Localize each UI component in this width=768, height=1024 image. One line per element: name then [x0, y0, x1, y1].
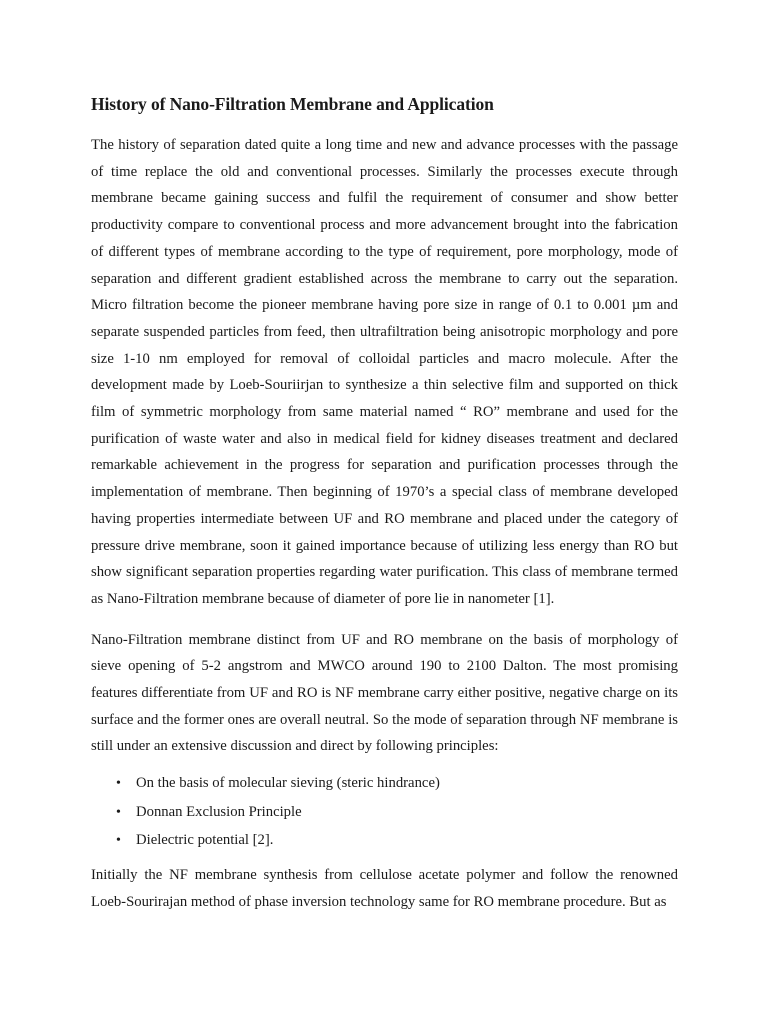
bullet-icon: • [116, 804, 121, 820]
list-item [91, 831, 678, 850]
bullet-icon: • [116, 833, 121, 849]
principles-list [91, 774, 678, 850]
list-item [91, 774, 678, 793]
paragraph-synthesis: Initially the NF membrane synthesis from cellulose acetate polymer and follow the renowned Loeb-Sourirajan method of phase inversion technology same for RO membrane procedure. But as [91, 867, 678, 910]
bullet-icon: • [116, 776, 121, 792]
document-page [91, 88, 678, 930]
list-item-text: Donnan Exclusion Principle [136, 803, 302, 820]
paragraph-nf-distinction: Nano-Filtration membrane distinct from UF and RO membrane on the basis of morphology of sieve opening of 5-2 angstrom and MWCO around 190 to 2100 Dalton. The most promising features differentiate from UF and RO is NF membrane carry either positive, negative charge on its surface and the former ones are overall neutral. So the mode of separation through NF membrane is still under an extensive discussion and direct by following principles: [91, 631, 678, 755]
paragraph-history: The history of separation dated quite a long time and new and advance processes with the passage of time replace the old and conventional processes. Similarly the processes execute through membrane became gaining success and fulfil the requirement of consumer and show better productivity compare to conventional process and more advancement brought into the fabrication of different types of membrane according to the type of requirement, pore morphology, mode of separation and different gradient established across the membrane to carry out the separation. Micro filtration become the pioneer membrane having pore size in range of 0.1 to 0.001 µm and separate suspended particles from feed, then ultrafiltration being anisotropic morphology and pore size 1-10 nm employed for removal of colloidal particles and macro molecule. After the development made by Loeb-Souriirjan to synthesize a thin selective film and supported on thick film of symmetric morphology from same material named “ RO” membrane and used for the purification of waste water and also in medical field for kidney diseases treatment and declared remarkable achievement in the progress for separation and purification processes through the implementation of membrane. Then beginning of 1970’s a special class of membrane developed having properties intermediate between UF and RO membrane and placed under the category of pressure drive membrane, soon it gained importance because of utilizing less energy than RO but show significant separation properties regarding water purification. This class of membrane termed as Nano-Filtration membrane because of diameter of pore lie in nanometer [1]. [91, 137, 678, 607]
document-title: History of Nano-Filtration Membrane and Application [91, 94, 494, 114]
list-item [91, 803, 678, 822]
list-item-text: On the basis of molecular sieving (steric hindrance) [136, 775, 440, 792]
list-item-text: Dielectric potential [2]. [136, 832, 274, 849]
